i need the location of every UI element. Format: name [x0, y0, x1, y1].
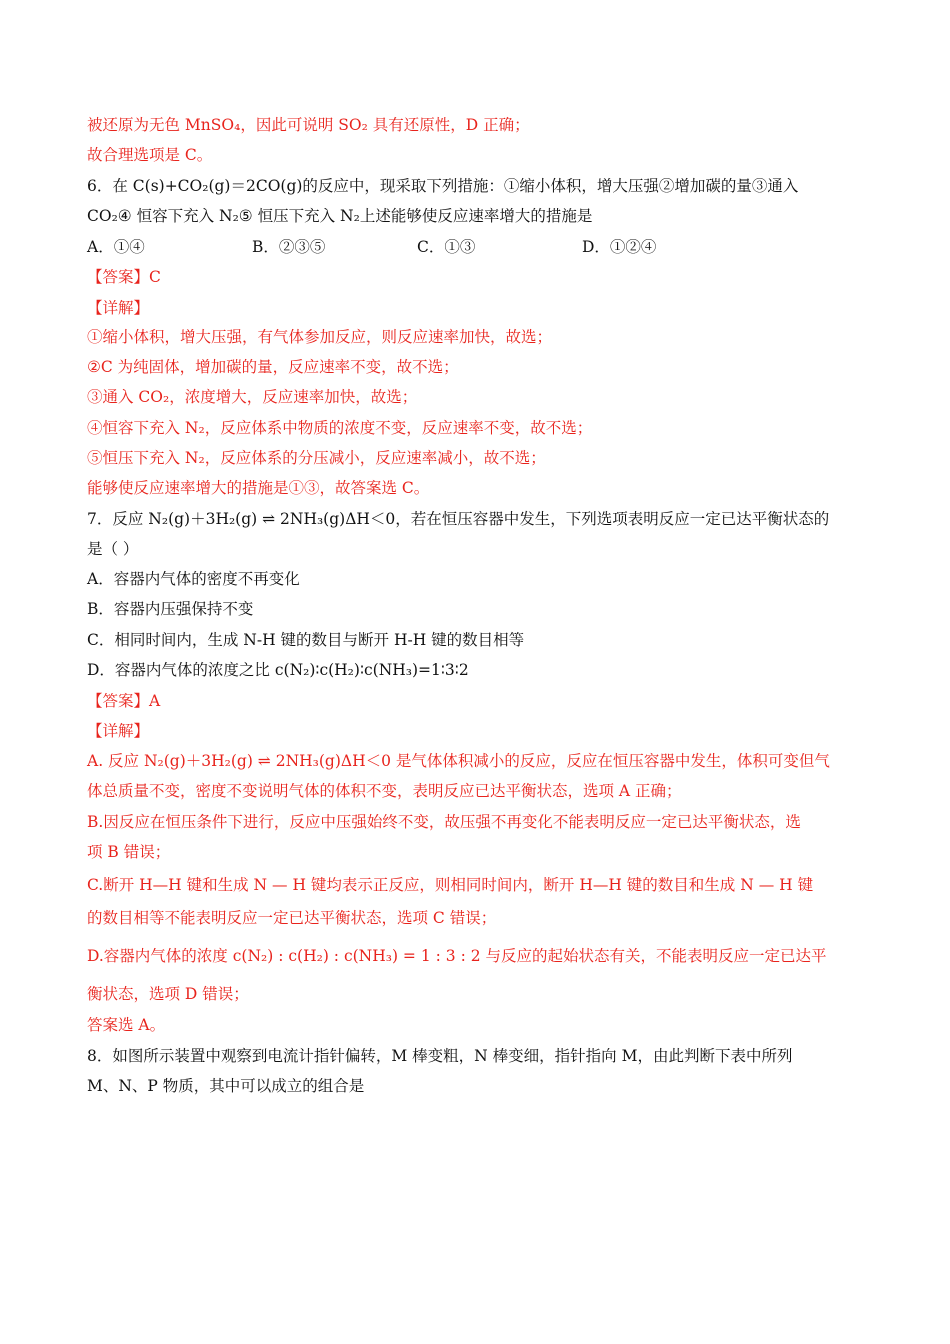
text-line: B.因反应在恒压条件下进行，反应中压强始终不变，故压强不再变化不能表明反应一定已达平衡状态，选 — [87, 813, 801, 831]
text-line: D.容器内气体的浓度 c(N₂) : c(H₂) : c(NH₃) = 1 : 3 : 2 与反应的起始状态有关，不能表明反应一定已达平 — [87, 947, 827, 965]
option-b: B．容器内压强保持不变 — [87, 600, 254, 618]
question-7-stem: 7．反应 N₂(g)＋3H₂(g) ⇌ 2NH₃(g)ΔH＜0，若在恒压容器中发生，下列选项表明反应一定已达平衡状态的 — [87, 510, 830, 528]
text-line: A. 反应 N₂(g)＋3H₂(g) ⇌ 2NH₃(g)ΔH＜0 是气体体积减小的反应，反应在恒压容器中发生，体积可变但气 — [87, 752, 830, 770]
option-d: D．容器内气体的浓度之比 c(N₂)∶c(H₂)∶c(NH₃)=1∶3∶2 — [87, 661, 469, 679]
option-a: A．①④ — [87, 238, 145, 256]
option-d: D．①②④ — [582, 238, 657, 256]
option-a: A．容器内气体的密度不再变化 — [87, 570, 300, 588]
text-line: 故合理选项是 C。 — [87, 146, 213, 164]
question-8-stem: 8．如图所示装置中观察到电流计指针偏转，M 棒变粗，N 棒变细，指针指向 M，由此判断下表中所列 — [87, 1047, 793, 1065]
text-line: 能够使反应速率增大的措施是①③，故答案选 C。 — [87, 479, 430, 497]
question-8-stem-cont: M、N、P 物质，其中可以成立的组合是 — [87, 1077, 365, 1095]
text-line: 体总质量不变，密度不变说明气体的体积不变，表明反应已达平衡状态，选项 A 正确； — [87, 782, 682, 800]
text-line: 项 B 错误； — [87, 843, 171, 861]
question-6-stem: 6．在 C(s)+CO₂(g)＝2CO(g)的反应中，现采取下列措施：①缩小体积，增大压强②增加碳的量③通入 — [87, 177, 799, 195]
question-7-stem-cont: 是（ ） — [87, 540, 139, 558]
text-line: ③通入 CO₂，浓度增大，反应速率加快，故选； — [87, 388, 418, 406]
text-line: ①缩小体积，增大压强，有气体参加反应，则反应速率加快，故选； — [87, 328, 553, 346]
text-line: 衡状态，选项 D 错误； — [87, 985, 249, 1003]
explanation-label: 【详解】 — [87, 722, 150, 740]
text-line: C.断开 H—H 键和生成 N — H 键均表示正反应，则相同时间内，断开 H—H 键的数目和生成 N — H 键 — [87, 876, 814, 894]
text-line: ⑤恒压下充入 N₂，反应体系的分压减小，反应速率减小，故不选； — [87, 449, 546, 467]
answer-label: 【答案】C — [87, 268, 161, 286]
answer-label: 【答案】A — [87, 692, 161, 710]
explanation-label: 【详解】 — [87, 299, 150, 317]
question-6-stem-cont: CO₂④ 恒容下充入 N₂⑤ 恒压下充入 N₂上述能够使反应速率增大的措施是 — [87, 207, 593, 225]
text-line: ④恒容下充入 N₂，反应体系中物质的浓度不变，反应速率不变，故不选； — [87, 419, 593, 437]
option-c: C．相同时间内，生成 N-H 键的数目与断开 H-H 键的数目相等 — [87, 631, 525, 649]
text-line: 被还原为无色 MnSO₄，因此可说明 SO₂ 具有还原性，D 正确； — [87, 116, 530, 134]
question-6-options — [87, 236, 862, 258]
option-b: B．②③⑤ — [252, 238, 326, 256]
text-line: 的数目相等不能表明反应一定已达平衡状态，选项 C 错误； — [87, 909, 497, 927]
option-c: C．①③ — [417, 238, 476, 256]
text-line: 答案选 A。 — [87, 1016, 166, 1034]
text-line: ②C 为纯固体，增加碳的量，反应速率不变，故不选； — [87, 358, 459, 376]
